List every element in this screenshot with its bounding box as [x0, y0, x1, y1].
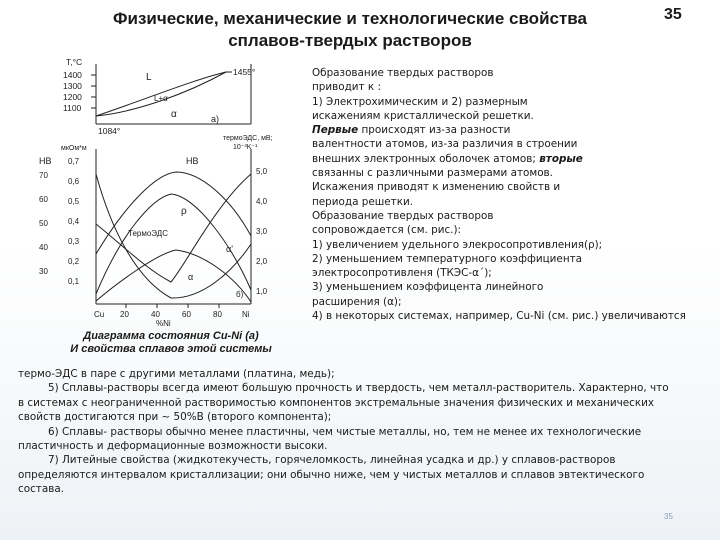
hb-tick-50: 50 — [39, 219, 48, 228]
full-width-text-block — [18, 367, 714, 497]
t-tick-1200: 1200 — [63, 92, 82, 102]
x-label-ni: Ni — [242, 310, 250, 319]
title-line-1: Физические, механические и технологические свойства — [113, 9, 587, 28]
text-line: связанны с различными размерами атомов. — [312, 167, 553, 180]
right-tick-20: 2,0 — [256, 257, 268, 266]
label-panel-a: а) — [211, 114, 220, 124]
rho-tick-03: 0,3 — [68, 237, 80, 246]
tedc-unit-2: 10⁻³K⁻¹ — [233, 144, 258, 151]
cu-ni-figure — [36, 54, 306, 366]
label-rho: ρ — [181, 206, 187, 217]
x-axis-unit: %Ni — [156, 319, 171, 328]
label-1084: 1084° — [98, 126, 121, 136]
text-line: 4) в некоторых системах, например, Cu-Ni (см. рис.) увеличиваются — [312, 310, 686, 323]
x-label-cu: Cu — [94, 310, 105, 319]
text-line: внешних электронных оболочек атомов; вторые — [312, 152, 583, 165]
label-1455: 1455° — [233, 67, 256, 77]
right-tick-30: 3,0 — [256, 227, 268, 236]
text-line: расширения (α); — [312, 295, 402, 308]
text-line: 3) уменьшением коэффицента линейного — [312, 281, 544, 294]
right-tick-40: 4,0 — [256, 197, 268, 206]
cu-ni-diagram — [36, 54, 306, 366]
text-line: искажениям кристаллической решетки. — [312, 109, 534, 122]
text-line: приводит к : — [312, 81, 381, 94]
text-line: свойств достигаются при ~ 50%В (второго компонента); — [18, 411, 332, 424]
emphasis-second: вторые — [539, 152, 583, 165]
text-line: 5) Сплавы-растворы всегда имеют большую прочность и твердость, чем металл-растворитель. Характерно, что — [48, 382, 669, 395]
rho-tick-02: 0,2 — [68, 257, 80, 266]
title-line-2: сплавов-твердых растворов — [228, 31, 472, 50]
text-line: определяются интервалом кристаллизации; они обычно ниже, чем у чистых металлов и сплавов эвтектического — [18, 468, 645, 481]
rho-tick-06: 0,6 — [68, 177, 80, 186]
text-line: Образование твердых растворов — [312, 67, 494, 79]
rho-tick-01: 0,1 — [68, 277, 80, 286]
rho-tick-05: 0,5 — [68, 197, 80, 206]
label-l-plus-alpha: L+α — [154, 94, 168, 103]
rho-tick-07: 0,7 — [68, 157, 80, 166]
t-axis-label: T,°C — [66, 57, 83, 67]
hb-axis-label: НВ — [39, 156, 52, 166]
text-line: 2) уменьшением температурного коэффициента — [312, 252, 583, 265]
rho-tick-04: 0,4 — [68, 217, 80, 226]
text-line: Образование твердых растворов — [312, 209, 494, 222]
label-tedc: ТермоЭДС — [128, 229, 168, 238]
label-liquid: L — [146, 72, 152, 83]
label-alpha-curve: α — [188, 272, 194, 282]
emphasis-first: Первые — [312, 124, 359, 137]
tedc-curve — [96, 174, 251, 282]
label-hb-curve: НВ — [186, 156, 199, 166]
hb-tick-70: 70 — [39, 171, 48, 180]
hb-tick-60: 60 — [39, 195, 48, 204]
text-line: Искажения приводят к изменению свойств и — [312, 181, 561, 194]
t-tick-1100: 1100 — [63, 103, 82, 113]
text-line: 1) Электрохимическим и 2) размерным — [312, 95, 528, 108]
hb-tick-40: 40 — [39, 243, 48, 252]
right-text-block — [312, 66, 712, 323]
slide-title — [70, 8, 630, 52]
x-tick-60: 60 — [182, 310, 191, 319]
text-line: 7) Литейные свойства (жидкотекучесть, горячеломкость, линейная усадка и др.) у сплавов-растворов — [48, 454, 616, 467]
text-line: периода решетки. — [312, 195, 414, 208]
x-tick-40: 40 — [151, 310, 160, 319]
right-tick-50: 5,0 — [256, 167, 268, 176]
slide-number-top: 35 — [664, 6, 682, 23]
alpha-curve — [96, 250, 251, 302]
text-line: электросопротивленя (ТКЭС-α΄); — [312, 267, 492, 280]
label-panel-b: б) — [236, 290, 244, 299]
t-tick-1300: 1300 — [63, 81, 82, 91]
label-alpha-prime: α' — [226, 244, 233, 254]
text-line: 6) Сплавы- растворы обычно менее пластичны, чем чистые металлы, но, тем не менее их технологические — [48, 425, 642, 438]
text-line: Первые происходят из-за разности — [312, 124, 511, 137]
label-alpha: α — [171, 109, 177, 120]
t-tick-1400: 1400 — [63, 70, 82, 80]
right-tick-10: 1,0 — [256, 287, 268, 296]
x-tick-80: 80 — [213, 310, 222, 319]
x-tick-20: 20 — [120, 310, 129, 319]
slide-number-bottom: 35 — [664, 512, 673, 521]
text-line: пластичность и деформационные возможности высоки. — [18, 440, 328, 453]
rho-unit: мкОм*м — [61, 145, 87, 152]
text-line: в системах с неограниченной растворимостью компонентов экстремальные значения физических и механических — [18, 396, 655, 409]
properties-panel — [96, 149, 251, 308]
tedc-unit-1: термоЭДС, мВ; — [223, 135, 273, 142]
text-line: 1) увеличением удельного элекросопротивления(ρ); — [312, 238, 603, 251]
text-line: состава. — [18, 483, 64, 496]
text-line: валентности атомов, из-за различия в строении — [312, 138, 578, 151]
figure-caption-1: Диаграмма состояния Cu-Ni (а) — [83, 330, 259, 342]
text-line: термо-ЭДС в паре с другими металлами (платина, медь); — [18, 368, 335, 380]
figure-caption-2: И свойства сплавов этой системы — [70, 343, 272, 355]
hb-curve — [96, 172, 251, 254]
text-line: сопровождается (см. рис.): — [312, 224, 462, 237]
hb-tick-30: 30 — [39, 267, 48, 276]
